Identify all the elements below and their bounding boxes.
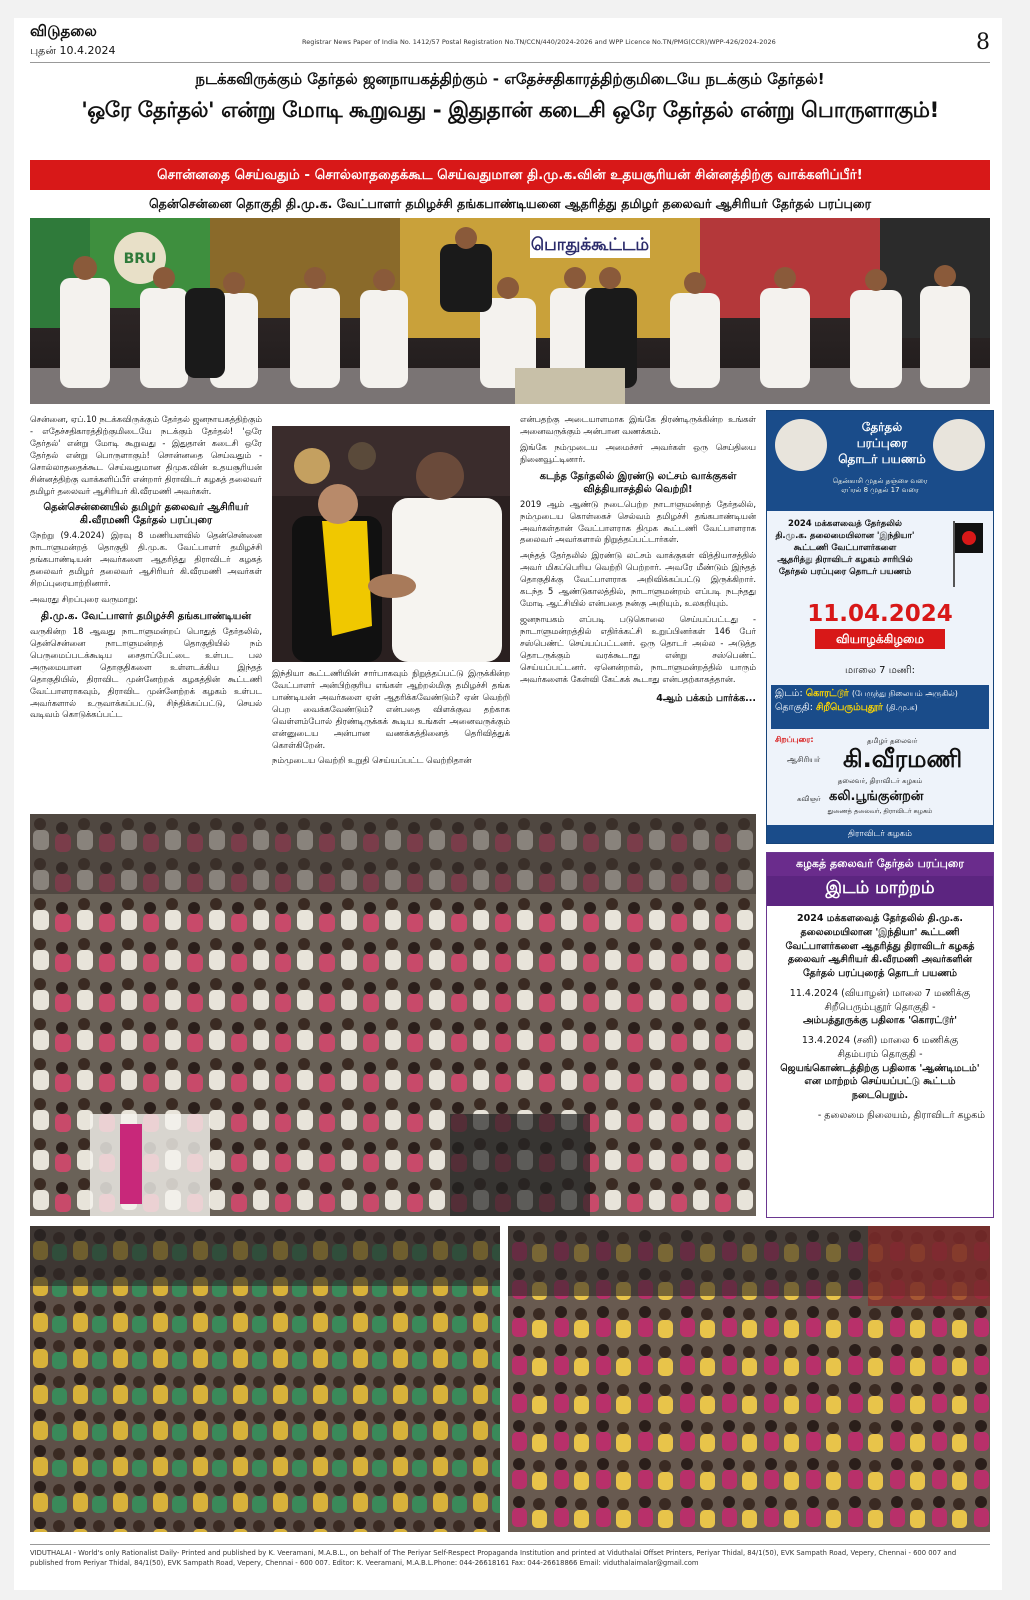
article-subheading: தி.மு.க. வேட்பாளர் தமிழச்சி தங்கபாண்டியன் <box>40 610 252 622</box>
crowd-photo-right <box>508 1226 990 1532</box>
speaker2-prefix: கவிஞர் <box>797 795 821 803</box>
article-paragraph: இந்தியா கூட்டணியின் சார்பாகவும் நிறுத்தப்பட்டு இருக்கின்ற வேட்பாளர் அன்பிற்குரிய எங்கள் ஆற்றல்மிகு தமிழச்சி தங்க பாண்டியன் அவர்களை ஏன் ஆதரிக்கவேண்டும்? ஏன் வெற்றி பெற வைக்கவேண்டும்? என்பதை விளக்குவ தற்காக வெள்ளம்போல் திரண்டிருக்கக் கூடிய உங்கள் அனைவருக்கும் என்னுடைய அன்பான வணக்கத்தினைத் தெரிவித்துக் கொள்கிறேன். <box>272 668 510 750</box>
crowd-photo <box>30 814 756 1216</box>
notice-item1-date: 11.4.2024 (வியாழன்) மாலை 7 மணிக்கு <box>789 987 971 999</box>
kicker-headline: நடக்கவிருக்கும் தேர்தல் ஜனநாயகத்திற்கும் - எதேச்சதிகாரத்திற்குமிடையே நடக்கும் தேர்தல்! <box>195 70 825 88</box>
article-column-1 <box>30 414 262 804</box>
campaign-ad-body: 2024 மக்களவைத் தேர்தலில் தி.மு.க. தலைமையிலான 'இந்தியா' கூட்டணி வேட்பாளர்களை ஆதரித்து திராவிடர் கழகம் சாரிபில் தேர்தல் பரப்புரை தொடர் பயணம் <box>775 519 915 577</box>
leader-portrait-1 <box>775 419 827 471</box>
article-subheading: கடந்த தேர்தலில் இரண்டு லட்சம் வாக்குகள் வித்தியாசத்தில் வெற்றி! <box>539 470 737 495</box>
article-column-3 <box>520 414 756 804</box>
article-paragraph: அந்தத் தேர்தலில் இரண்டு லட்சம் வாக்குகள் வித்தியாசத்தில் அவர் மிகப்பெரிய வெற்றி பெற்றார். அவரே மீண்டும் இந்தத் தொகுதிக்கு வேட்பாளராக அறிவிக்கப்பட்டு இருக்கிறார். கடந்த 5 ஆண்டுகாலத்தில், நாடாளுமன்றம் எப்படி நடந்தது மோடி ஆட்சியில் என்பதை நன்கு அறியும், உலகறியும். <box>520 550 756 609</box>
notice-signature: - தலைமை நிலையம், திராவிடர் கழகம் <box>817 1109 985 1121</box>
event-date: 11.04.2024 <box>807 601 953 627</box>
notice-intro: 2024 மக்களவைத் தேர்தலில் தி.மு.க. தலைமையிலான 'இந்தியா' கூட்டணி வேட்பாளர்களை ஆதரித்து திராவிடர் கழகத் தலைவர் ஆசிரியர் கி.வீரமணி அவர்களின் தேர்தல் பரப்புரைத் தொடர் பயணம் <box>785 913 975 980</box>
speaker-prefix: ஆசிரியர் <box>787 755 821 764</box>
main-headline: 'ஒரே தேர்தல்' என்று மோடி கூறுவது - இதுதான் கடைசி ஒரே தேர்தல் என்று பொருளாகும்! <box>81 98 939 123</box>
speaker-name: கி.வீரமணி <box>843 745 963 773</box>
campaign-ad-title: தேர்தல் பரப்புரை தொடர் பயணம் <box>838 420 926 467</box>
campaign-ad <box>766 410 994 844</box>
notice-body <box>767 906 993 1135</box>
campaign-ad-org: திராவிடர் கழகம் <box>767 825 993 843</box>
continue-link[interactable]: 4ஆம் பக்கம் பார்க்க... <box>656 692 756 704</box>
masthead <box>30 22 990 63</box>
event-day: வியாழக்கிழமை <box>815 629 945 649</box>
campaign-ad-subtitle: தென்காசி முதல் தஞ்சை வரை ஏப்ரல் 8 முதல் 17 வரை <box>832 477 928 494</box>
article-paragraph: ஜனநாயகம் எப்படி படுகொலை செய்யப்பட்டது - நாடாளுமன்றத்தில் எதிர்க்கட்சி உறுப்பினர்கள் 146 பேர் சஸ்பெண்ட் செய்யப்பட்டனர். ஒரு தொடர் அல்ல - அடுத்த தொடருக்கும் வரக்கூடாது என்று சஸ்பெண்ட் செய்யப்பட்டனர். ஏனென்றால், நாடாளுமன்றத்தில் யாரும் அவர்களைக் கேள்வி கேட்கக் கூடாது என்பதற்காகத்தான். <box>520 613 756 684</box>
article-column-2 <box>272 668 510 804</box>
notice-item2-change: ஜெயங்கொண்டத்திற்கு பதிலாக 'ஆண்டிமடம்' என மாற்றம் செய்யப்பட்டு கூட்டம் நடைபெறும். <box>780 1062 980 1102</box>
speaker-title: தமிழர் தலைவர் <box>867 737 918 745</box>
issue-date: புதன் 10.4.2024 <box>30 44 116 57</box>
event-venue-box <box>771 685 989 729</box>
article-paragraph: சென்னை, ஏப்.10 நடக்கவிருக்கும் தேர்தல் ஜனநாயகத்திற்கும் - எதேச்சதிகாரத்திற்குமிடையே நடக்கும் தேர்தல்! 'ஒரே தேர்தல்' என்று மோடி கூறுவது - இதுதான் கடைசி ஒரே தேர்தல் என்று பொருளாகும்! சொன்னதை செய்வதும் - சொல்லாததைக்கூட செய்வதுமான திமுக.வின் உதயசூரியன் சின்னத்திற்கு வாக்களிப்பீர் என்றார் திராவிடர் கழகத் தலைவர் தமிழர் தலைவர் ஆசிரியர் கி.வீரமணி அவர்கள். <box>30 414 262 496</box>
notice-title: இடம் மாற்றம் <box>767 876 993 906</box>
article-subheading: தென்சென்னையில் தமிழர் தலைவர் ஆசிரியர் கி.வீரமணி தேர்தல் பரப்புரை <box>43 502 249 527</box>
subheadline: தென்சென்னை தொகுதி தி.மு.க. வேட்பாளர் தமிழச்சி தங்கபாண்டியனை ஆதரித்து தமிழர் தலைவர் ஆசிரியர் தேர்தல் பரப்புரை <box>148 196 872 211</box>
article-paragraph: இங்கே நம்முடைய அமைச்சர் அவர்கள் ஒரு செய்தியை நினைவூட்டினார். <box>520 441 756 464</box>
leader-portrait-2 <box>933 419 985 471</box>
stage-banner-text: பொதுக்கூட்டம் <box>530 235 650 255</box>
speaker-role: தலைவர், திராவிடர் கழகம் <box>837 777 923 785</box>
venue-change-notice <box>766 852 994 1218</box>
photo-sign-text: BRU <box>123 251 157 267</box>
speaker2-name: கலி.பூங்குன்றன் <box>829 789 924 804</box>
newspaper-page <box>14 18 1002 1590</box>
notice-header: கழகத் தலைவர் தேர்தல் பரப்புரை <box>767 853 993 876</box>
crowd-photo-left <box>30 1226 500 1532</box>
page-number: 8 <box>976 30 990 55</box>
registration-line: Registrar News Paper of India No. 1412/57 Postal Registration No.TN/CCN/440/2024-2026 and WPP Licence No.TN/PMG(CCR)/WPP-426/2024-2026 <box>302 38 776 46</box>
constituency-label: தொகுதி: <box>775 702 813 714</box>
campaign-ad-header <box>767 411 993 511</box>
speaker2-role: துணைத் தலைவர், திராவிடர் கழகம் <box>827 807 933 815</box>
notice-item1-change: அம்பத்தூருக்கு பதிலாக 'கொரட்டூர்' <box>802 1015 958 1027</box>
venue-note: (பேருந்து நிலையம் அருகில்) <box>851 689 958 698</box>
notice-item2-constituency: சிதம்பரம் தொகுதி - <box>837 1048 923 1060</box>
constituency-name: சிறீபெரும்புதூர் <box>815 702 883 714</box>
stage-photo <box>30 218 990 404</box>
honour-photo <box>272 426 510 662</box>
article-paragraph: அவரது சிறப்புரை வருமாறு: <box>30 594 138 605</box>
notice-item2-date: 13.4.2024 (சனி) மாலை 6 மணிக்கு <box>801 1035 959 1047</box>
constituency-note: (தி.மு.க) <box>885 703 918 713</box>
event-time: மாலை 7 மணி: <box>844 665 916 676</box>
article-paragraph: 2019 ஆம் ஆண்டு நடைபெற்ற நாடாளுமன்றத் தேர்தலில், நம்முடைய கொள்கைச் செல்வம் தமிழச்சி தங்கபாண்டியன் அவர்கள்தான் வேட்பாளராக திமுக கூட்டணி வேட்பாளராக தலைவர் அவர்களால் நிறுத்தப்பட்டார்கள். <box>520 498 756 545</box>
venue-name: கொரட்டூர் <box>805 688 849 699</box>
flag-icon <box>951 521 985 587</box>
article-paragraph: வருகின்ற 18 ஆவது நாடாளுமன்றப் பொதுத் தேர்தலில், தென்சென்னை நாடாளுமன்றத் தொகுதியில் நம் பெருமைப்படக்கூடிய சைதாப்பேட்டை உள்பட பல அருமையான தொகுதிகளை உள்ளடக்கிய இந்தத் தொகுதியில், திராவிட முன்னேற்றக் கழகத்தின் கூட்டணி வேட்பாளராகவும், திராவிட முன்னேற்றக் கழகம் உள்பட அவர்களால் உருவாக்கப்பட்டு, சிந்திக்கப்பட்டு, செயல் வடிவம் கொடுக்கப்பட்ட <box>30 625 262 720</box>
venue-label: இடம்: <box>775 688 803 699</box>
imprint-footer: VIDUTHALAI - World's only Rationalist Daily- Printed and published by K. Veeramani, M.A.B.L., on behalf of The Periyar Self-Respect Propaganda Institution and printed at Viduthalai Offset Printers, Periyar Thidal, 84/1(50), EVK Sampath Road, Vepery, Chennai - 600 007 and published from Periyar Thidal, 84/1(50), EVK Sampath Road, Vepery, Chennai - 600 007. Editor: K. Veeramani, M.A.B.L.Phone: 044-26618161 Fax: 044-26618866 Email: viduthalaimalar@gmail.com <box>30 1544 990 1569</box>
article-paragraph: நம்முடைய வெற்றி உறுதி செய்யப்பட்ட வெற்றிதான் <box>272 755 472 766</box>
article-paragraph: நேற்று (9.4.2024) இரவு 8 மணியளவில் தென்சென்னை நாடாளுமன்றத் தொகுதி தி.மு.க. வேட்பாளர் தமிழச்சி தங்கபாண்டியன் அவர்களை ஆதரித்து திராவிடர் கழகத் தலைவர் தமிழர் தலைவர் ஆசிரியர் கி.வீரமணி அவர்கள் சிறப்புரையாற்றினார். <box>30 530 262 589</box>
red-banner: சொன்னதை செய்வதும் - சொல்லாததைக்கூட செய்வதுமான தி.மு.க.வின் உதயசூரியன் சின்னத்திற்கு வாக்களிப்பீர்! <box>30 160 990 190</box>
paper-name: விடுதலை <box>30 22 97 40</box>
article-paragraph: என்பதற்கு அடையாளமாக இங்கே திரண்டிருக்கின்ற உங்கள் அனைவருக்கும் அன்பான வணக்கம். <box>520 414 756 436</box>
notice-item1-constituency: சிறீபெரும்புதூர் தொகுதி - <box>824 1001 936 1013</box>
speaker-label: சிறப்புரை: <box>775 735 814 744</box>
